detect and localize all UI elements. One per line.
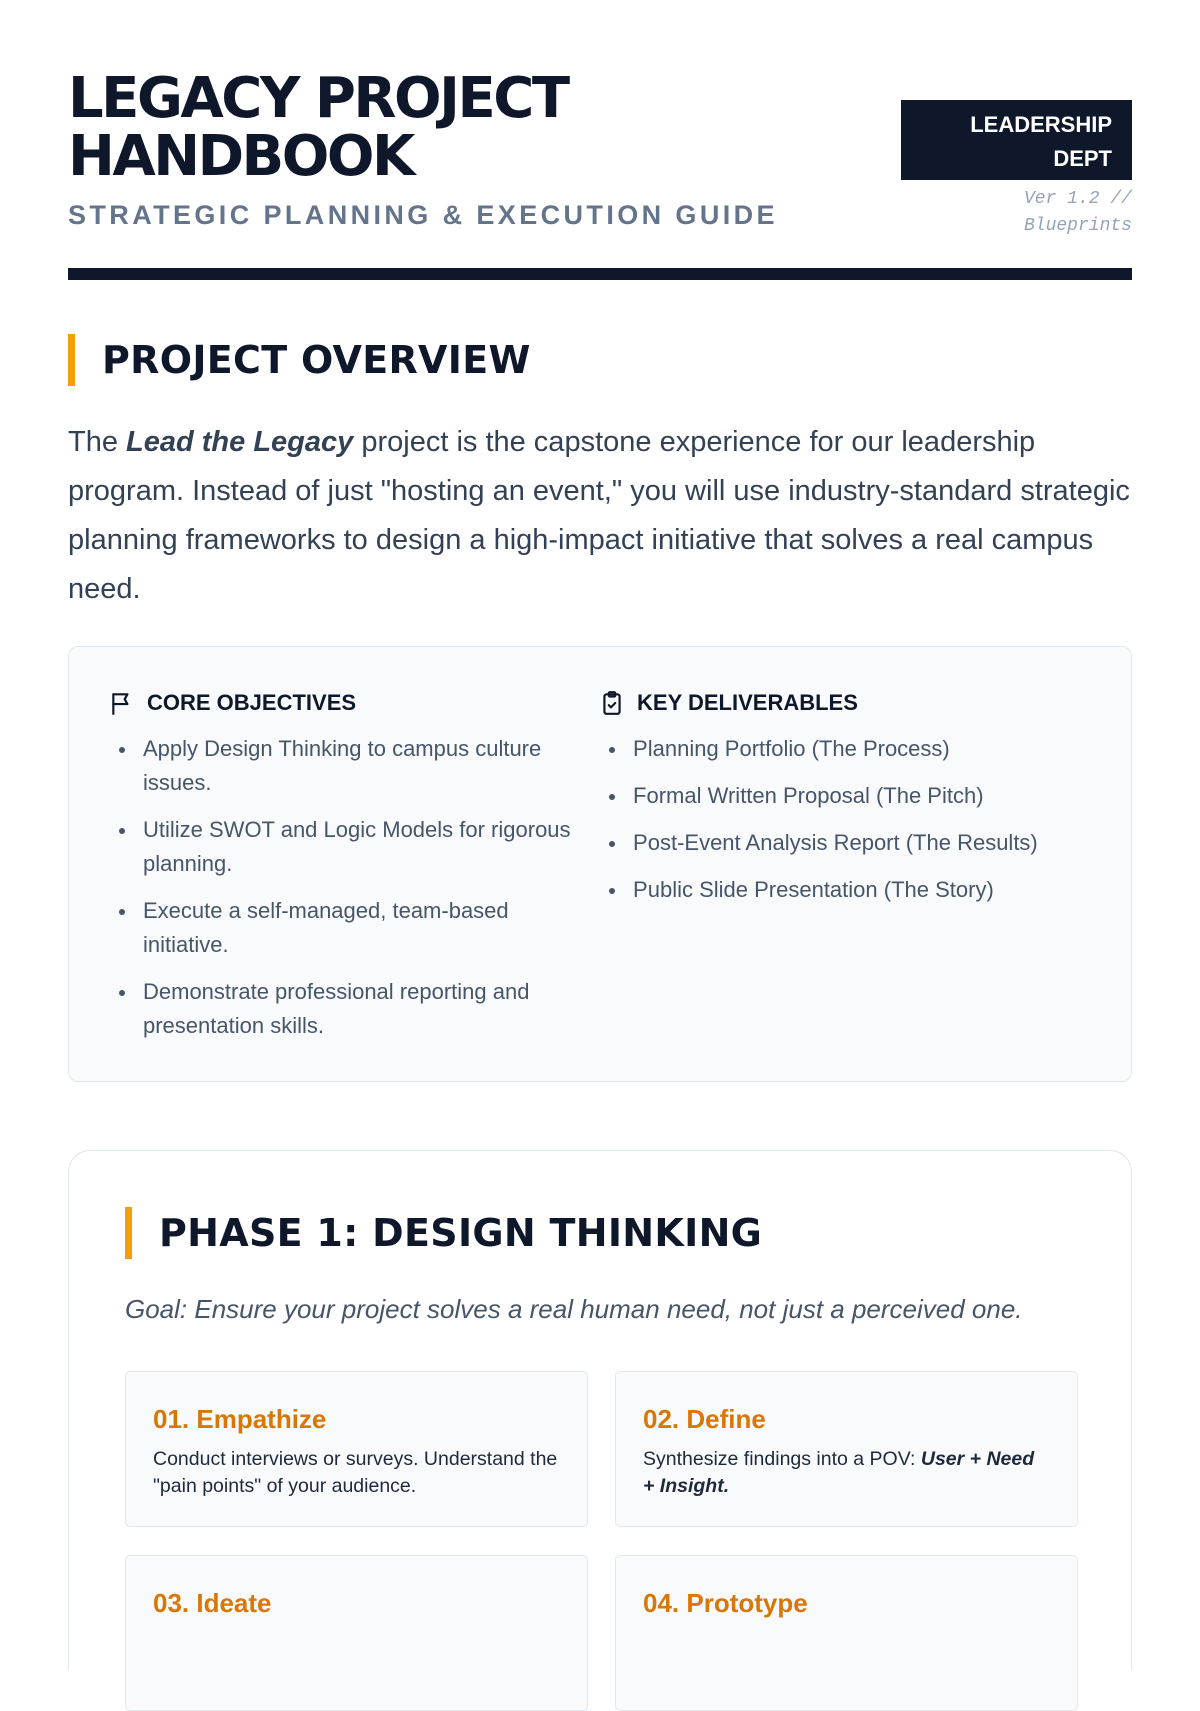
dept-badge-line-2: DEPT (1053, 146, 1112, 171)
objectives-heading-text: CORE OBJECTIVES (147, 690, 357, 715)
list-item: Apply Design Thinking to campus culture issues. (109, 732, 599, 800)
step-emphasis: User + Need + Insight. (643, 1448, 1035, 1497)
step-text: Synthesize findings into a POV: (643, 1448, 921, 1470)
version-line-2: Blueprints (1023, 216, 1132, 236)
deliverables-heading (599, 687, 1091, 719)
intro-emphasis: Lead the Legacy (126, 426, 354, 458)
title-line-1: LEGACY PROJECT (68, 66, 568, 131)
intro-text-before: The (68, 426, 127, 458)
step-card-prototype (615, 1555, 1078, 1711)
objectives-column (109, 687, 599, 1081)
heading-accent-bar (125, 1207, 132, 1259)
step-card-empathize (125, 1371, 588, 1527)
deliverables-heading-text: KEY DELIVERABLES (637, 690, 858, 715)
phase-1-steps (125, 1371, 1075, 1711)
version-line-1: Ver 1.2 // (1023, 189, 1132, 209)
step-title: 01. Empathize (153, 1404, 327, 1434)
list-item: Post-Event Analysis Report (The Results) (599, 826, 1091, 860)
overview-heading-text: PROJECT OVERVIEW (102, 338, 531, 382)
list-item: Public Slide Presentation (The Story) (599, 873, 1091, 907)
overview-heading (68, 334, 1132, 386)
overview-card (68, 646, 1132, 1082)
step-title: 04. Prototype (643, 1588, 808, 1618)
phase-1-heading-text: PHASE 1: DESIGN THINKING (159, 1211, 763, 1255)
list-item: Demonstrate professional reporting and presentation skills. (109, 975, 599, 1043)
list-item: Utilize SWOT and Logic Models for rigorous planning. (109, 813, 599, 881)
list-item: Planning Portfolio (The Process) (599, 732, 1091, 766)
step-description (643, 1446, 1050, 1500)
step-card-ideate (125, 1555, 588, 1711)
phase-1-heading (125, 1207, 1075, 1259)
step-description (153, 1446, 560, 1500)
version-label (932, 186, 1132, 240)
title-line-2: HANDBOOK (68, 124, 413, 189)
dept-badge (901, 100, 1132, 180)
deliverables-column (599, 687, 1091, 1081)
phase-1-card (68, 1150, 1132, 1670)
objectives-heading (109, 687, 599, 719)
page-header (68, 0, 1132, 283)
list-item: Execute a self-managed, team-based initiative. (109, 894, 599, 962)
page-title (68, 66, 708, 189)
clipboard-check-icon (599, 690, 625, 716)
step-title: 03. Ideate (153, 1588, 272, 1618)
overview-intro (68, 418, 1132, 614)
page-subtitle: STRATEGIC PLANNING & EXECUTION GUIDE (68, 200, 778, 230)
step-card-define (615, 1371, 1078, 1527)
dept-badge-line-1: LEADERSHIP (970, 112, 1112, 137)
phase-1-goal: Goal: Ensure your project solves a real human need, not just a perceived one. (125, 1294, 1023, 1324)
step-title: 02. Define (643, 1404, 766, 1434)
step-text: Conduct interviews or surveys. Understand the "pain points" of your audience. (153, 1448, 558, 1497)
intro-text-after: project is the capstone experience for our leadership program. Instead of just "hosting an event," you will use industry-standard strategic planning frameworks to design a high-impact initiative that solves a real campus need. (68, 426, 1130, 605)
flag-icon (109, 690, 135, 716)
heading-accent-bar (68, 334, 75, 386)
deliverables-list (599, 732, 1091, 907)
objectives-list (109, 732, 599, 1043)
list-item: Formal Written Proposal (The Pitch) (599, 779, 1091, 813)
header-divider (68, 268, 1132, 280)
